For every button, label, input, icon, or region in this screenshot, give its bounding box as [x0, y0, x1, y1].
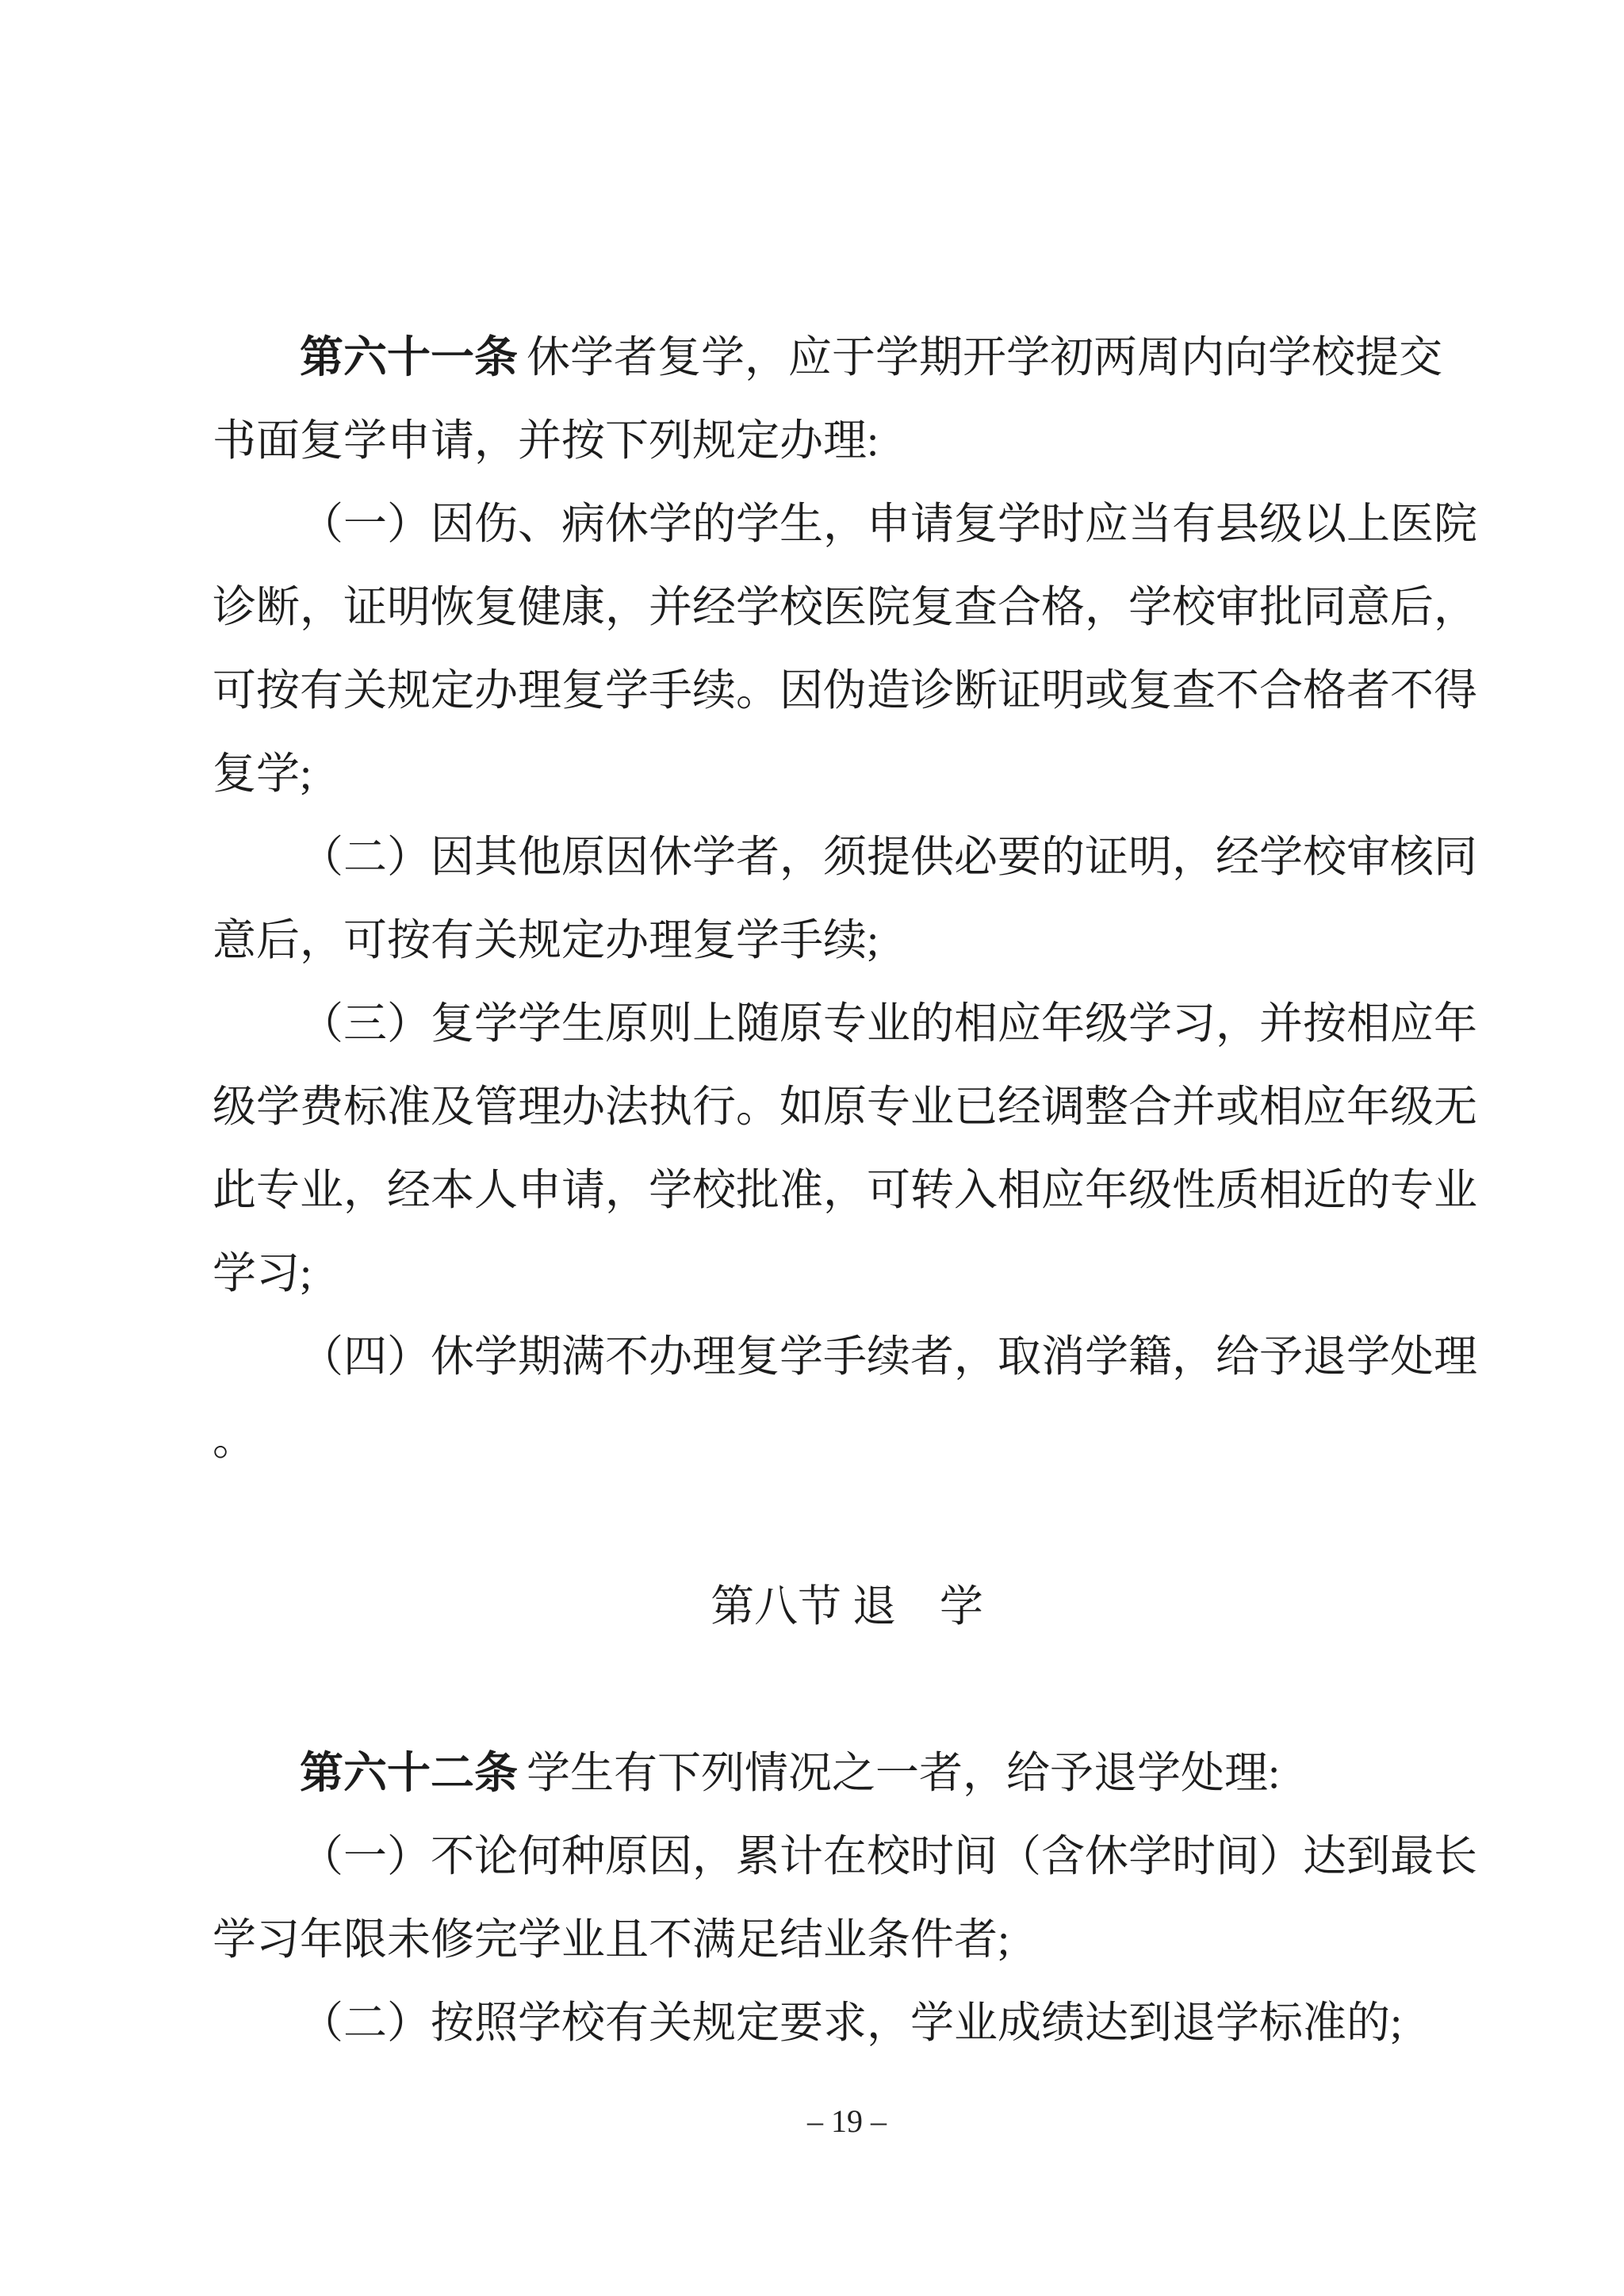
body-line: 复学;: [213, 749, 312, 798]
item-3-line: （三）复学学生原则上随原专业的相应年级学习，并按相应年: [300, 999, 1478, 1048]
article-62-line: [213, 1731, 1481, 1815]
page-content: [213, 316, 1481, 2064]
article-61-line: [213, 316, 1481, 399]
page-number: – 19 –: [807, 2103, 887, 2139]
body-line: 意后，可按有关规定办理复学手续;: [213, 916, 879, 964]
item-4-line: （四）休学期满不办理复学手续者，取消学籍，给予退学处理: [300, 1332, 1478, 1381]
body-line: 书面复学申请，并按下列规定办理:: [213, 416, 879, 465]
item-1-line: （一）因伤、病休学的学生，申请复学时应当有县级以上医院: [300, 500, 1478, 548]
section-heading: 第八节 退 学: [710, 1582, 983, 1631]
body-line: 级学费标准及管理办法执行。如原专业已经调整合并或相应年级无: [213, 1083, 1478, 1131]
body-line: 学习年限未修完学业且不满足结业条件者;: [213, 1915, 1010, 1964]
body-text: 休学者复学，应于学期开学初两周内向学校提交: [527, 333, 1443, 381]
article-62-number: 第六十二条: [300, 1749, 519, 1797]
body-line: 诊断，证明恢复健康，并经学校医院复查合格，学校审批同意后，: [213, 583, 1478, 631]
body-text: 学生有下列情况之一者，给予退学处理:: [527, 1749, 1281, 1797]
body-line: 此专业，经本人申请，学校批准，可转入相应年级性质相近的专业: [213, 1166, 1478, 1214]
item-1-line: （一）不论何种原因，累计在校时间（含休学时间）达到最长: [300, 1832, 1478, 1880]
body-line: 。: [213, 1416, 257, 1464]
body-line: 可按有关规定办理复学手续。因伪造诊断证明或复查不合格者不得: [213, 666, 1478, 715]
page-footer: [213, 2098, 1481, 2145]
body-line: 学习;: [213, 1249, 312, 1297]
item-2-line: （二）按照学校有关规定要求，学业成绩达到退学标准的;: [300, 1999, 1403, 2047]
item-2-line: （二）因其他原因休学者，须提供必要的证明，经学校审核同: [300, 833, 1478, 881]
article-61-number: 第六十一条: [300, 333, 519, 381]
